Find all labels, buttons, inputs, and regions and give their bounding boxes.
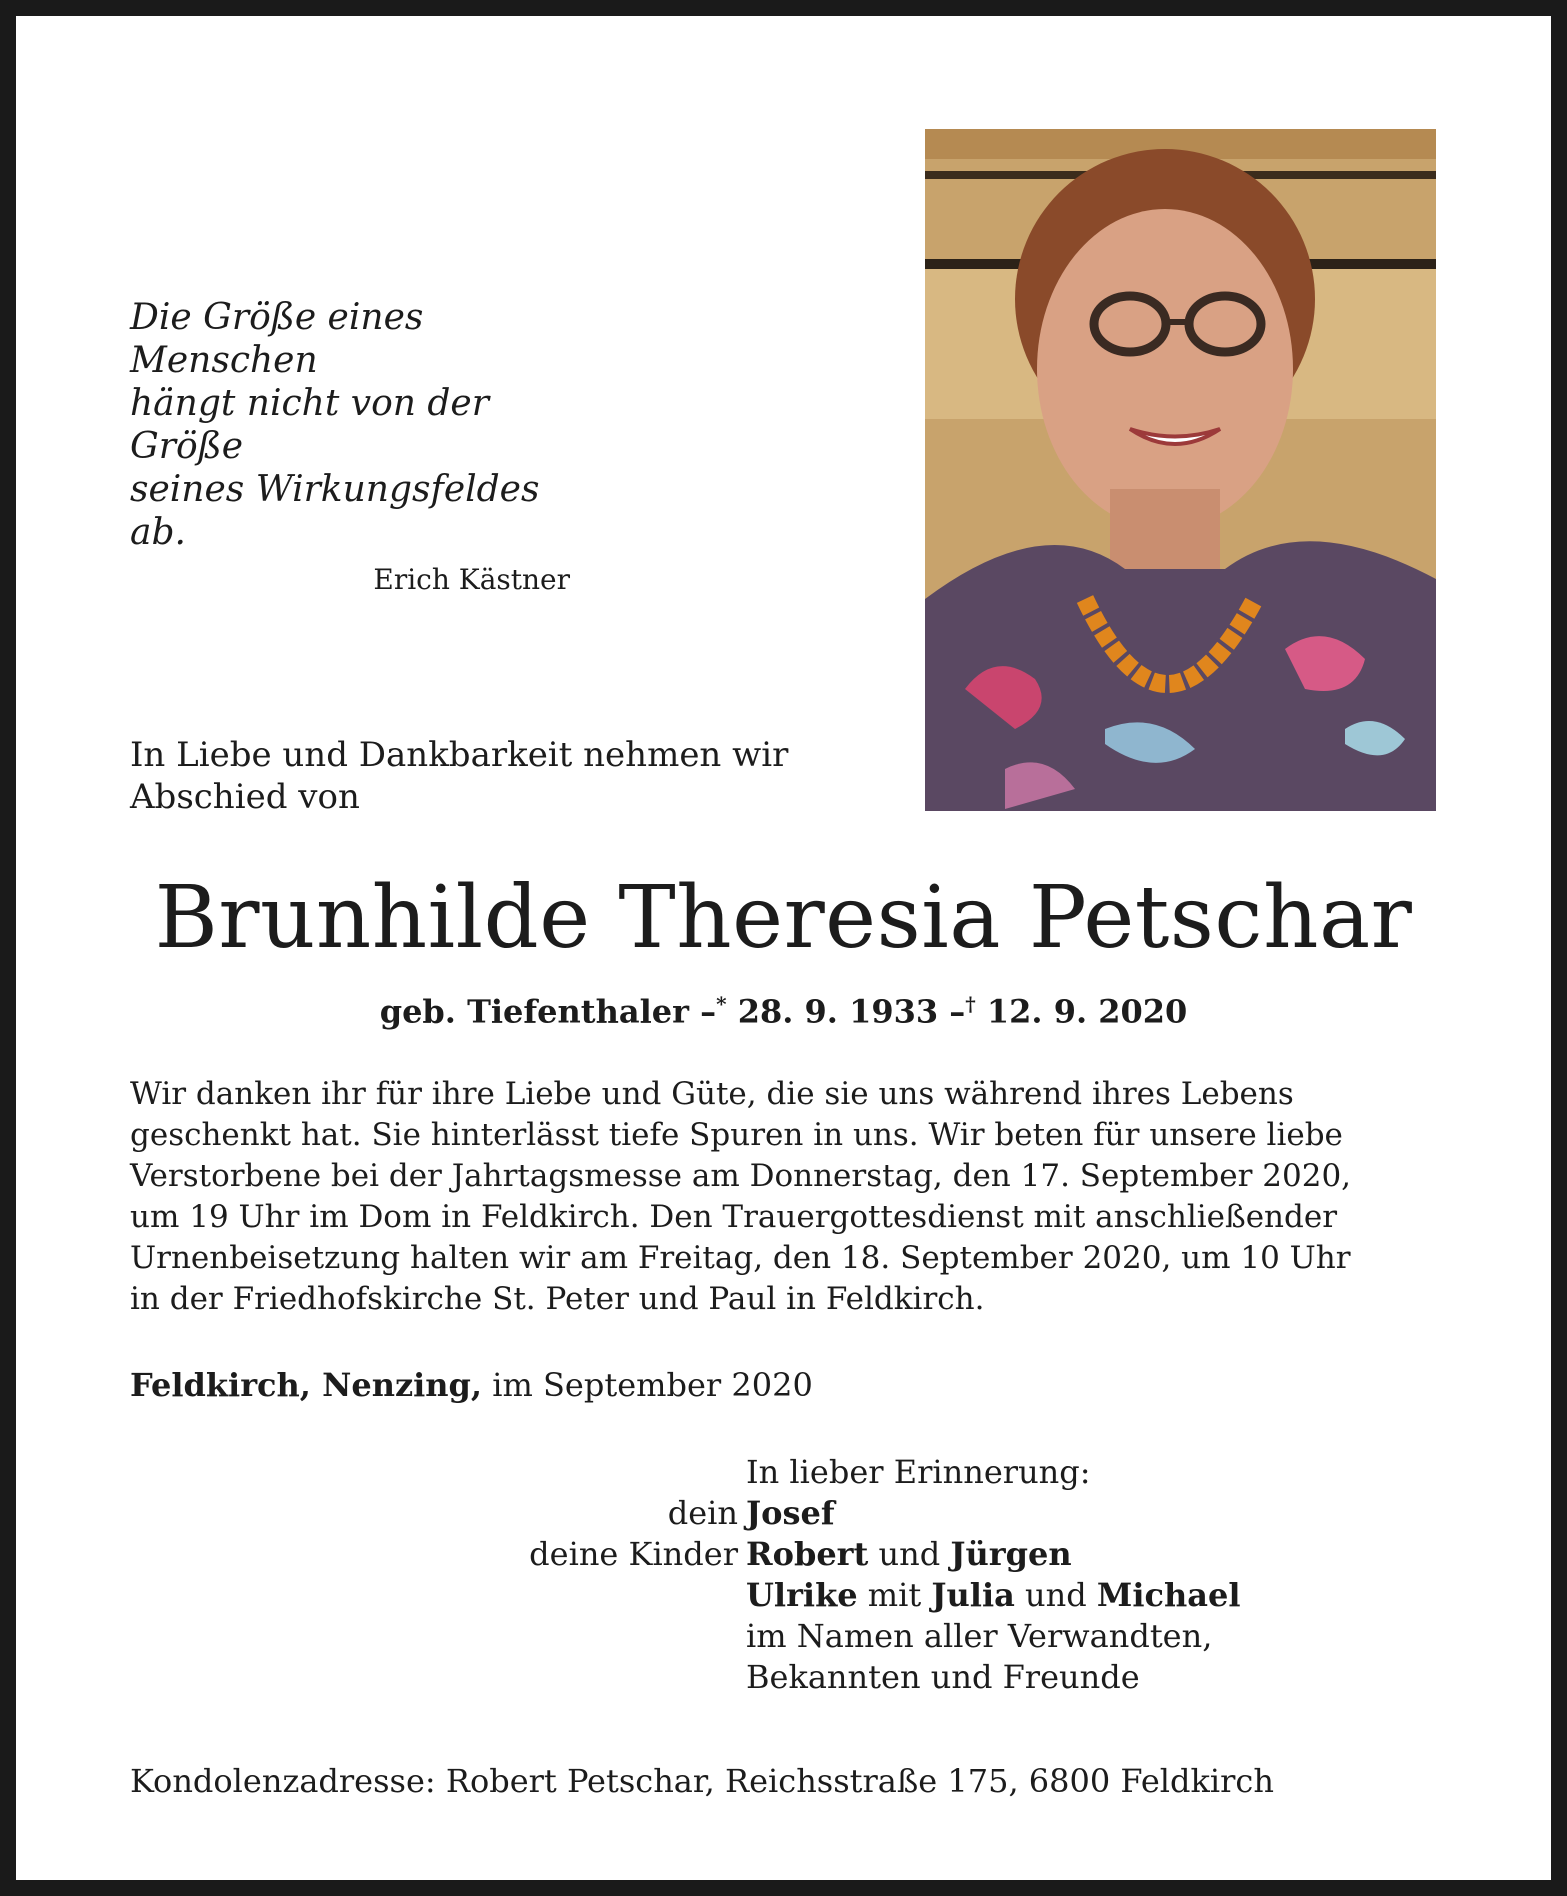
children-label: deine Kinder [529, 1535, 738, 1573]
separator: – [700, 992, 717, 1031]
quote-author: Erich Kästner [373, 563, 570, 596]
place-and-date [130, 1366, 813, 1404]
death-date: 12. 9. 2020 [986, 992, 1188, 1031]
conjunction: und [1025, 1576, 1087, 1614]
portrait-photo [925, 129, 1436, 811]
body-line: um 19 Uhr im Dom in Feldkirch. Den Trauergottesdienst mit anschließender [130, 1199, 1338, 1235]
quote-line: hängt nicht von der Größe [130, 383, 489, 467]
spouse-name: Josef [746, 1494, 835, 1532]
birth-date: 28. 9. 1933 [737, 992, 939, 1031]
spouse-label: dein [667, 1494, 738, 1532]
quote [130, 296, 570, 601]
intro-line: Abschied von [130, 777, 360, 817]
body-line: Verstorbene bei der Jahrtagsmesse am Donnerstag, den 17. September 2020, [130, 1158, 1352, 1194]
life-dates [16, 992, 1551, 1031]
announcement-body [130, 1074, 1440, 1320]
child-name: Jürgen [950, 1535, 1072, 1573]
conjunction: mit [867, 1576, 922, 1614]
condolence-address: Kondolenzadresse: Robert Petschar, Reichsstraße 175, 6800 Feldkirch [130, 1762, 1274, 1800]
intro-line: In Liebe und Dankbarkeit nehmen wir [130, 735, 789, 775]
grandchild-name: Julia [931, 1576, 1015, 1614]
mourners-closing: Bekannten und Freunde [746, 1658, 1140, 1696]
grandchild-name: Michael [1096, 1576, 1241, 1614]
place-towns: Feldkirch, Nenzing, [130, 1366, 483, 1404]
quote-line: Die Größe eines Menschen [130, 297, 424, 381]
portrait-image [925, 129, 1436, 811]
mourners-closing: im Namen aller Verwandten, [746, 1617, 1213, 1655]
obituary-page [16, 16, 1551, 1880]
body-line: in der Friedhofskirche St. Peter und Paul in Feldkirch. [130, 1281, 985, 1317]
child-name: Ulrike [746, 1576, 858, 1614]
child-name: Robert [746, 1535, 869, 1573]
birth-symbol: * [716, 992, 727, 1016]
separator: – [949, 992, 966, 1031]
intro-text [130, 734, 890, 818]
body-line: Wir danken ihr für ihre Liebe und Güte, die sie uns während ihres Lebens [130, 1076, 1294, 1112]
mourners-heading: In lieber Erinnerung: [746, 1453, 1091, 1491]
deceased-name: Brunhilde Theresia Petschar [154, 868, 1413, 968]
death-symbol: † [965, 992, 976, 1016]
mourners-block [496, 1452, 1496, 1698]
quote-line: seines Wirkungsfeldes ab. [130, 469, 540, 553]
body-line: geschenkt hat. Sie hinterlässt tiefe Spuren in uns. Wir beten für unsere liebe [130, 1117, 1343, 1153]
conjunction: und [878, 1535, 941, 1573]
body-line: Urnenbeisetzung halten wir am Freitag, den 18. September 2020, um 10 Uhr [130, 1240, 1351, 1276]
birth-name: geb. Tiefenthaler [379, 992, 689, 1031]
place-date: im September 2020 [492, 1366, 813, 1404]
